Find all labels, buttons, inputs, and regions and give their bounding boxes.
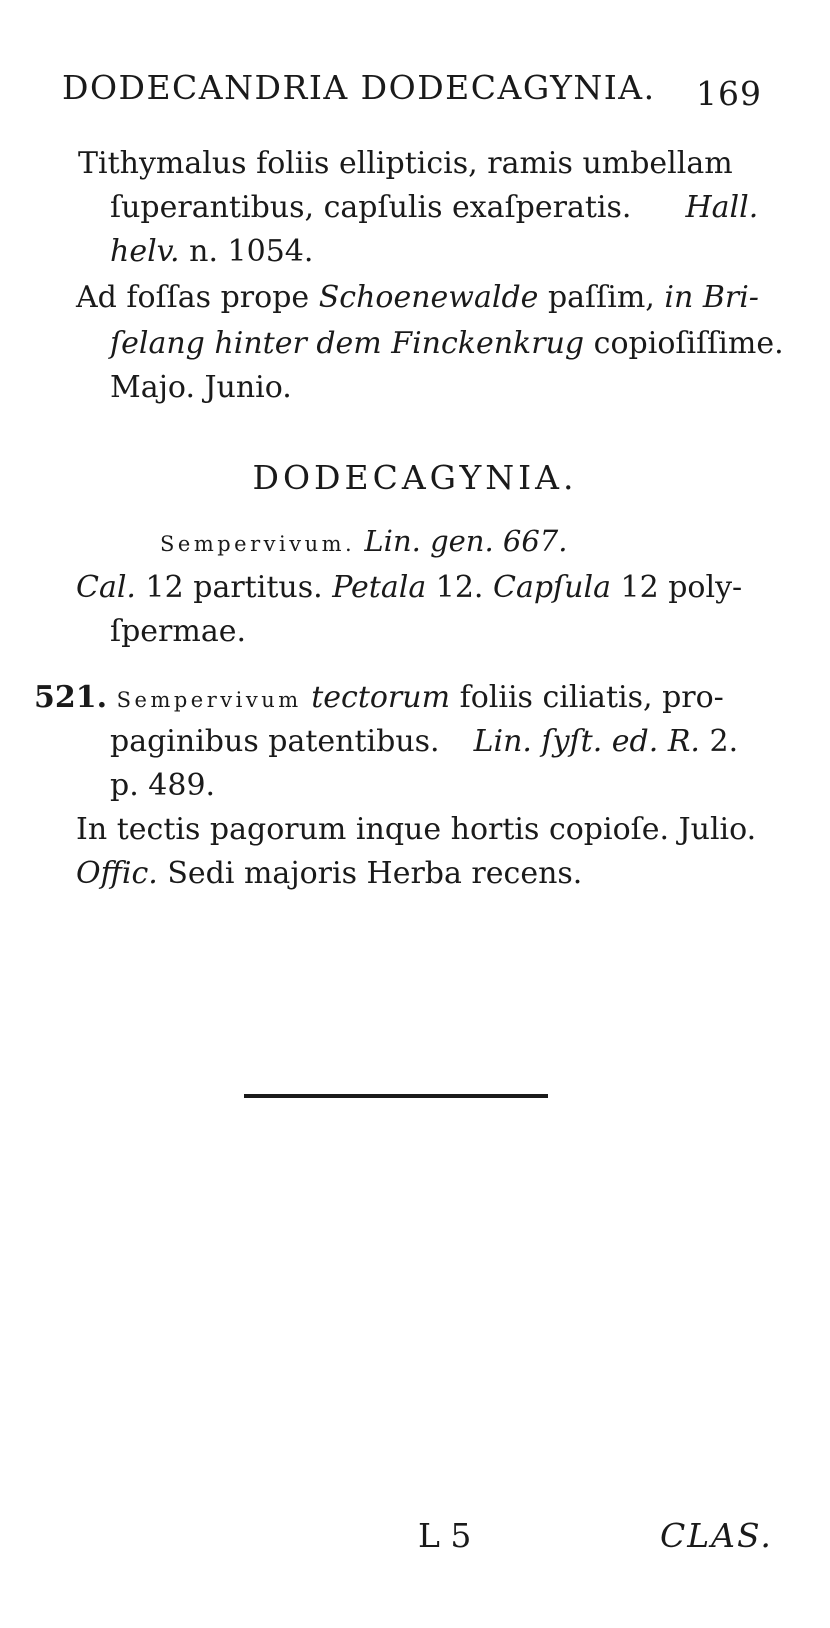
place-name: in Bri- <box>664 280 759 315</box>
character-line-2 <box>110 610 246 654</box>
catchword: CLAS. <box>660 1516 773 1555</box>
genus-reference: Lin. gen. 667. <box>364 524 568 558</box>
species-line-1 <box>34 676 724 722</box>
page-number: 169 <box>696 74 762 113</box>
species-line-3 <box>110 764 215 808</box>
species-genus: Sempervivum <box>116 688 302 712</box>
species-text: 2. <box>709 724 739 759</box>
flowering-time: Majo. Junio. <box>110 370 292 405</box>
entry-text: n. 1054. <box>189 234 314 269</box>
species-habitat <box>76 808 756 852</box>
character-text: 12 partitus. <box>145 570 323 605</box>
running-head: DODECANDRIA DODECAGYNIA. <box>62 68 656 107</box>
citation-helv: helv. <box>110 234 180 269</box>
character-text: 12 poly- <box>620 570 743 605</box>
habitat-text: In tectis pagorum inque hortis copioſe. Julio. <box>76 812 757 847</box>
character-line-1 <box>76 566 742 610</box>
entry-line-2 <box>110 186 758 230</box>
character-label: Petala <box>332 570 427 605</box>
species-text: paginibus patentibus. <box>110 724 440 759</box>
place-name: ſelang hinter dem Finckenkrug <box>110 326 585 361</box>
genus-name: Sempervivum. <box>160 532 356 556</box>
habitat-text: copioſiſſime. <box>593 326 784 361</box>
signature-mark: L 5 <box>418 1516 472 1555</box>
officinal-label: Offic. <box>76 856 158 891</box>
habitat-text: Ad foſſas prope <box>76 280 310 315</box>
section-heading: DODECAGYNIA. <box>252 458 578 497</box>
species-epithet: tectorum <box>311 680 451 715</box>
officinal-text: Sedi majoris Herba recens. <box>167 856 583 891</box>
habitat-line-1 <box>76 276 759 320</box>
species-reference: Lin. ſyſt. ed. R. <box>473 724 700 759</box>
species-line-2 <box>110 720 738 764</box>
habitat-line-2 <box>110 322 784 366</box>
character-text: ſpermae. <box>110 614 247 649</box>
entry-line-3 <box>110 230 313 274</box>
genus-line <box>160 524 567 558</box>
entry-text: ſuperantibus, capſulis exaſperatis. <box>110 190 632 225</box>
species-number: 521. <box>34 680 108 715</box>
officinal-line <box>76 852 582 896</box>
end-rule <box>244 1094 548 1098</box>
species-text: foliis ciliatis, pro- <box>459 680 724 715</box>
habitat-text: paſſim, <box>547 280 655 315</box>
citation-hall: Hall. <box>685 190 759 225</box>
species-text: p. 489. <box>110 768 216 803</box>
entry-line-1 <box>78 142 733 186</box>
character-label: Cal. <box>76 570 136 605</box>
character-text: 12. <box>435 570 484 605</box>
place-name: Schoenewalde <box>318 280 539 315</box>
entry-text: Tithymalus foliis ellipticis, ramis umbellam <box>78 146 733 181</box>
habitat-line-3 <box>110 366 292 410</box>
character-label: Capſula <box>493 570 611 605</box>
